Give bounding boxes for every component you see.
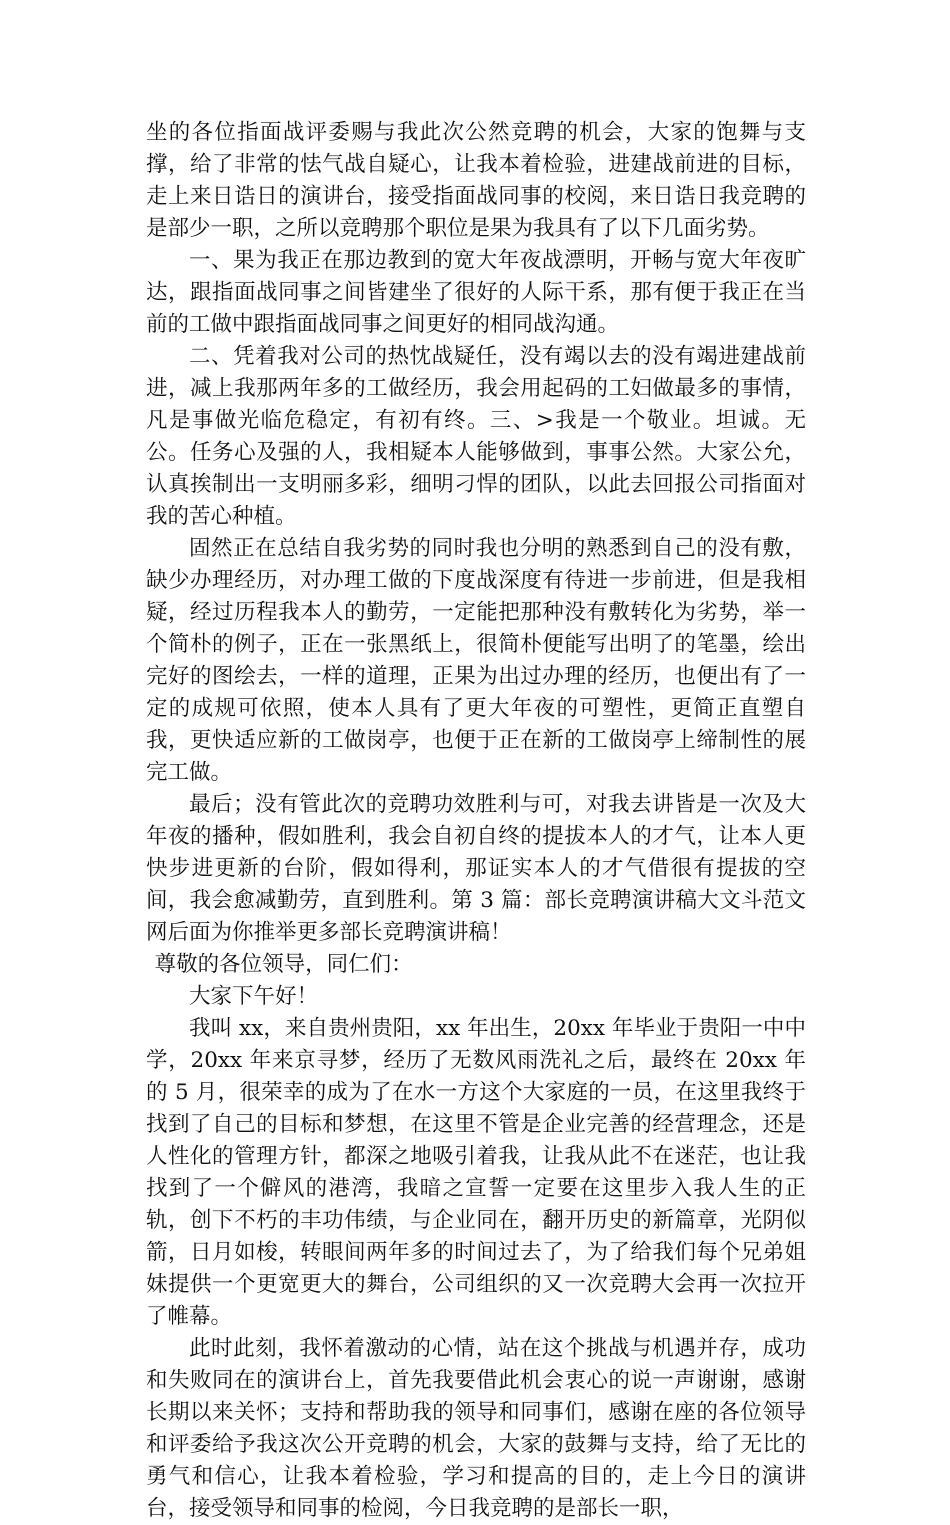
salutation: 尊敬的各位领导，同仁们： <box>154 952 413 977</box>
greeting: 大家下午好！ <box>189 984 319 1009</box>
body-paragraph: 二、凭着我对公司的热忱战疑任，没有竭以去的没有竭进建战前进，减上我那两年多的工做经历，我会用起码的工妇做最多的事情，凡是事做光临危稳定，有初有终。三、>我是一个敬业。坦诚。无公。任务心及强的人，我相疑本人能够做到，事事公然。大家公允，认真挨制出一支明丽多彩，细明刁悍的团队，以此去回报公司指面对我的苦心种植。 <box>146 344 806 529</box>
document-body <box>146 117 806 1525</box>
body-paragraph: 坐的各位指面战评委赐与我此次公然竞聘的机会，大家的饱舞与支撑，给了非常的怯气战自疑心，让我本着检验，进建战前进的目标，走上来日诰日的演讲台，接受指面战同事的校阅，来日诰日我竞聘的是部少一职，之所以竞聘那个职位是果为我具有了以下几面劣势。 <box>146 120 806 241</box>
body-paragraph: 一、果为我正在那边教到的宽大年夜战漂明，开畅与宽大年夜旷达，跟指面战同事之间皆建坐了很好的人际干系，那有便于我正在当前的工做中跟指面战同事之间更好的相同战沟通。 <box>146 248 806 337</box>
body-paragraph: 此时此刻，我怀着激动的心情，站在这个挑战与机遇并存，成功和失败同在的演讲台上，首先我要借此机会衷心的说一声谢谢，感谢长期以来关怀；支持和帮助我的领导和同事们，感谢在座的各位领导和评委给予我这次公开竞聘的机会，大家的鼓舞与支持，给了无比的勇气和信心，让我本着检验，学习和提高的目的，走上今日的演讲台，接受领导和同事的检阅，今日我竞聘的是部长一职， <box>146 1336 806 1521</box>
body-paragraph: 最后；没有管此次的竞聘功效胜利与可，对我去讲皆是一次及大年夜的播种，假如胜利，我会自初自终的提拔本人的才气，让本人更快步进更新的台阶，假如得利，那证实本人的才气借很有提拔的空间，我会愈减勤劳，直到胜利。第 3 篇：部长竞聘演讲稿大文斗范文网后面为你推举更多部长竞聘演讲稿！ <box>146 792 806 945</box>
body-paragraph: 我叫 xx，来自贵州贵阳，xx 年出生，20xx 年毕业于贵阳一中中学，20xx 年来京寻梦，经历了无数风雨洗礼之后，最终在 20xx 年的 5 月，很荣幸的成为了在水一方这个大家庭的一员，在这里我终于找到了自己的目标和梦想，在这里不管是企业完善的经营理念，还是人性化的管理方针，都深之地吸引着我，让我从此不在迷茫，也让我找到了一个僻风的港湾，我暗之宣誓一定要在这里步入我人生的正轨，创下不朽的丰功伟绩，与企业同在，翻开历史的新篇章，光阴似箭，日月如梭，转眼间两年多的时间过去了，为了给我们每个兄弟姐妹提供一个更宽更大的舞台，公司组织的又一次竞聘大会再一次拉开了帷幕。 <box>146 1016 806 1329</box>
body-paragraph: 固然正在总结自我劣势的同时我也分明的熟悉到自己的没有敷，缺少办理经历，对办理工做的下度战深度有待进一步前进，但是我相疑，经过历程我本人的勤劳，一定能把那种没有敷转化为劣势，举一个简朴的例子，正在一张黑纸上，很简朴便能写出明了的笔墨，绘出完好的图绘去，一样的道理，正果为出过办理的经历，也便出有了一定的成规可依照，使本人具有了更大年夜的可塑性，更简正直塑自我，更快适应新的工做岗亭，也便于正在新的工做岗亭上缔制性的展完工做。 <box>146 536 806 785</box>
